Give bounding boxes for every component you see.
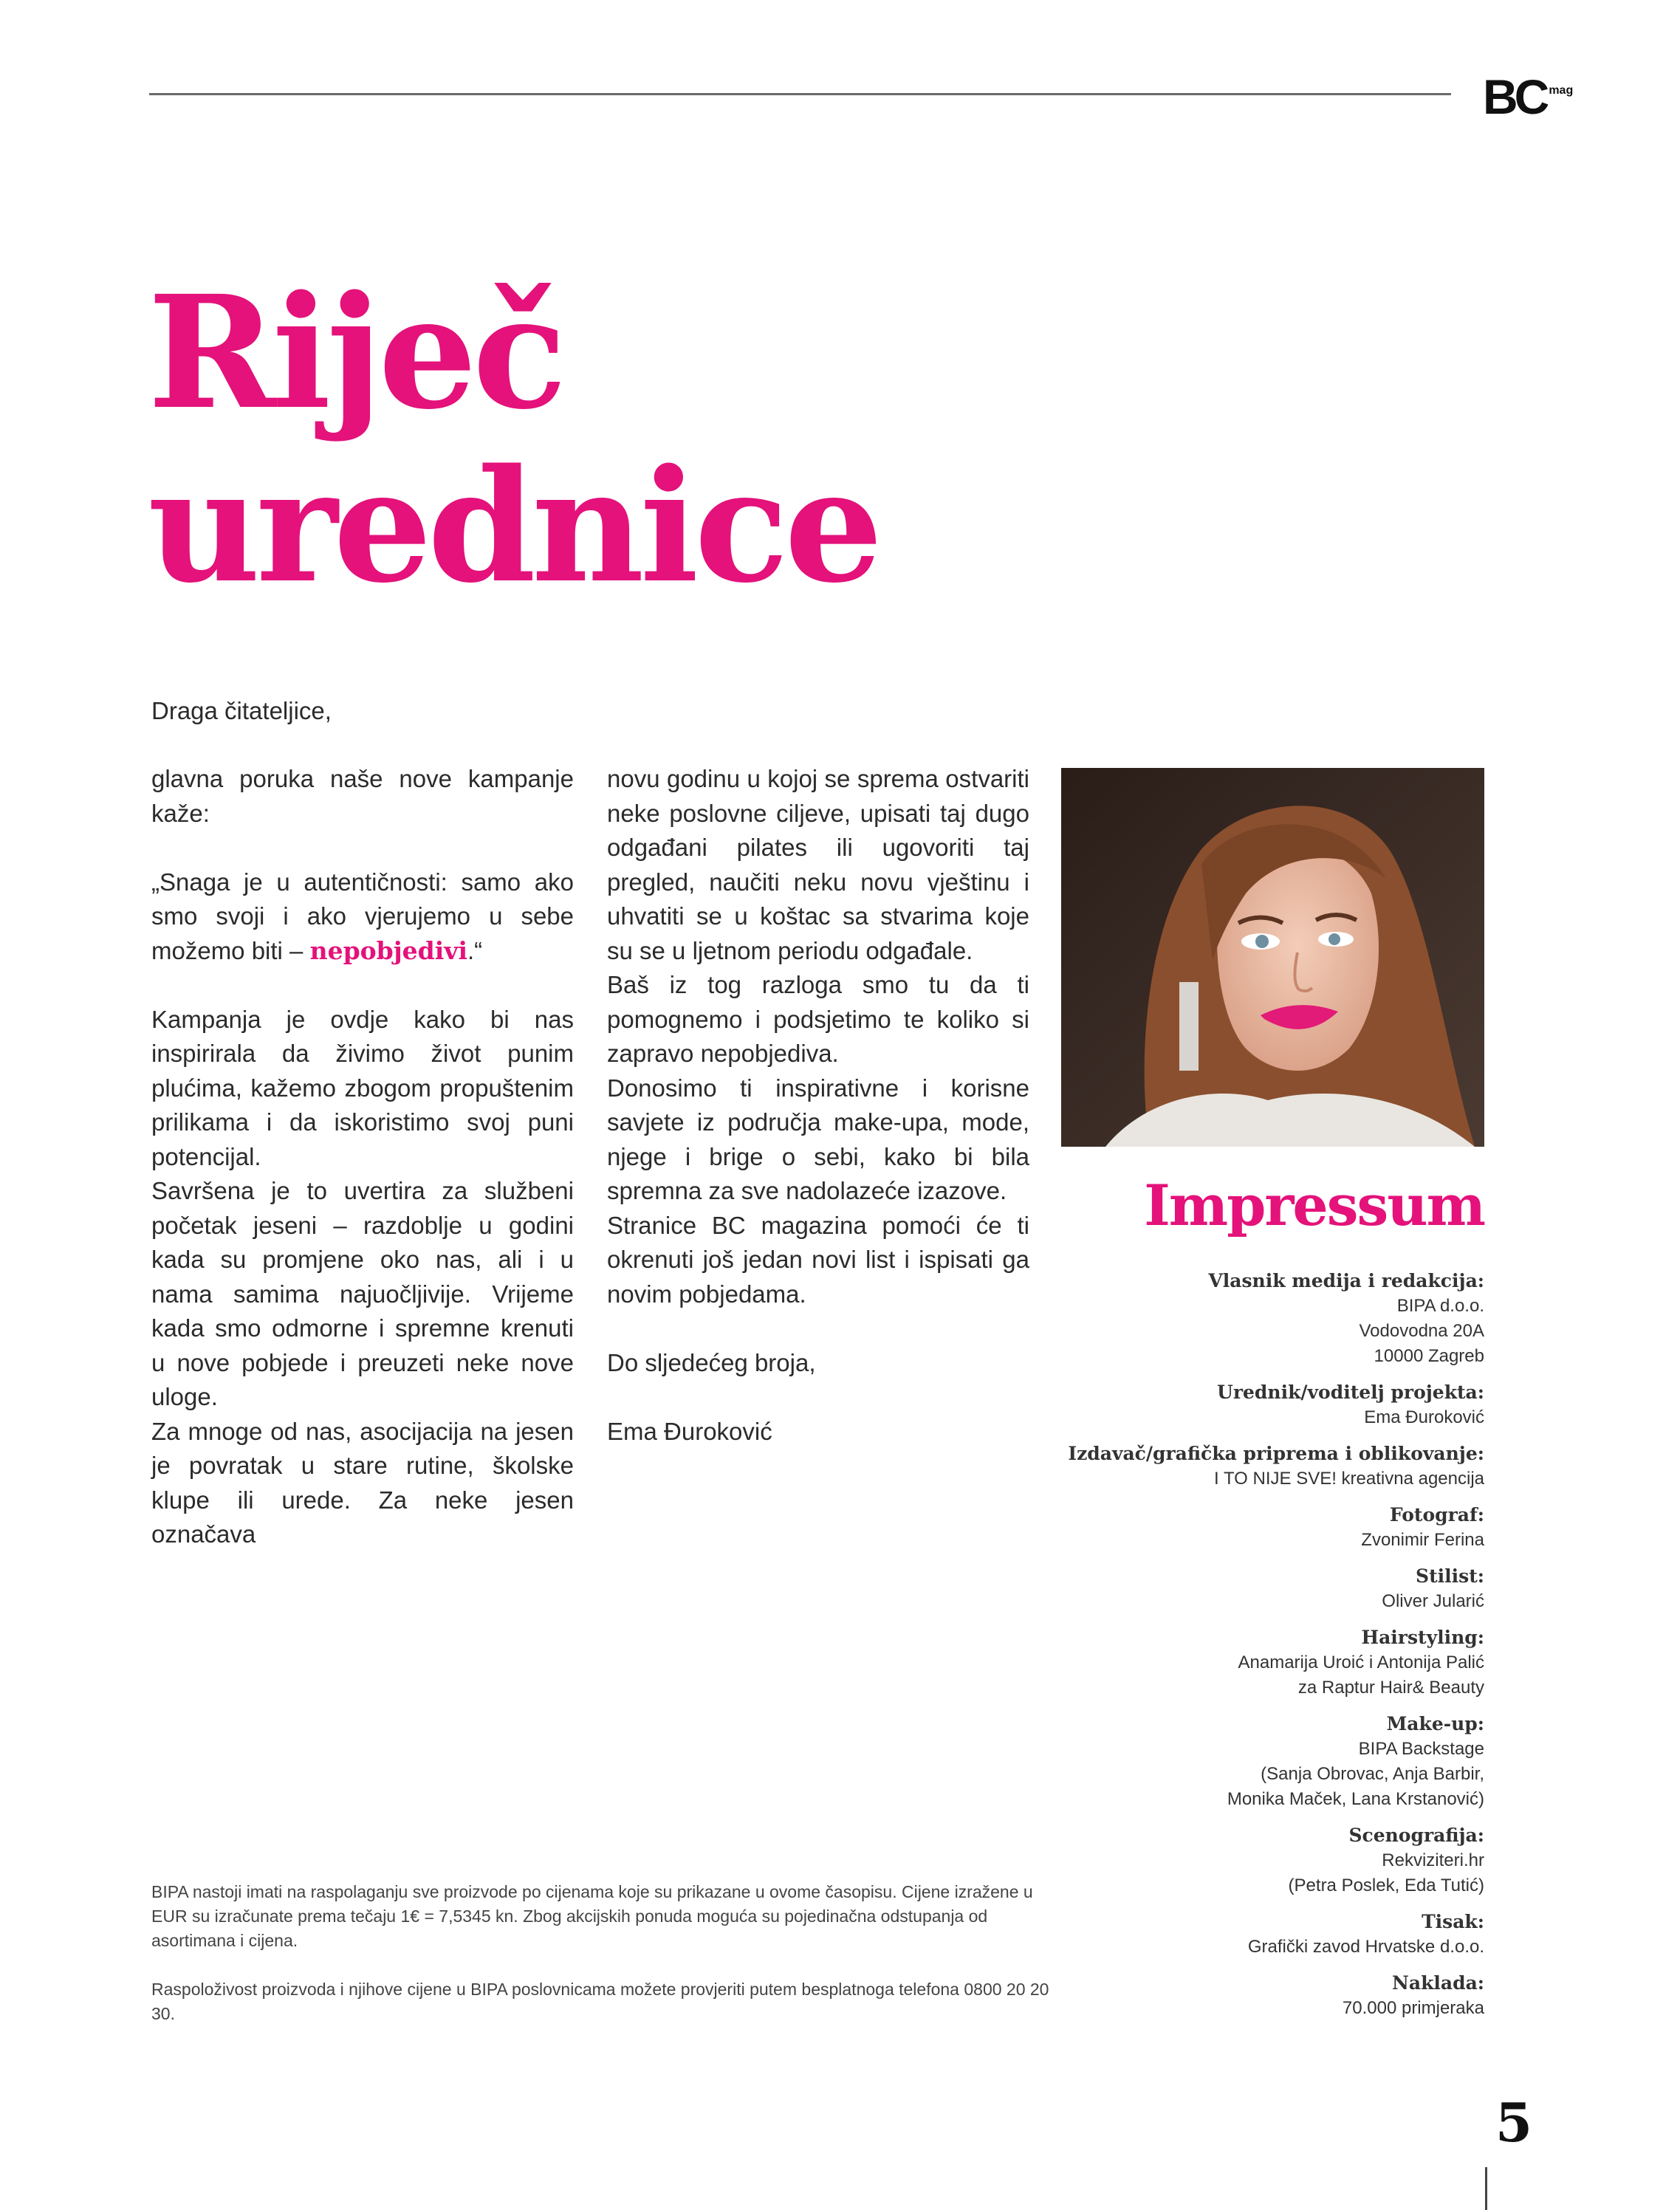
impressum-label: Tisak: [1422,1911,1484,1932]
editor-portrait-photo [1061,768,1484,1147]
impressum-value: 10000 Zagreb [1374,1346,1484,1366]
title-line-2: urednice [148,435,879,617]
impressum-value: Anamarija Uroić i Antonija Palić [1238,1653,1484,1672]
impressum-label: Fotograf: [1389,1504,1484,1526]
impressum-entry [1061,1712,1484,1812]
bc-mag-logo [1483,71,1573,123]
letter-paragraph-continued: novu godinu u kojoj se sprema ostvariti neke poslovne ciljeve, upisati taj dugo odgađani pilates ili ugovoriti taj pregled, naučiti neku novu vještinu i uhvatiti se u koštac sa stvarima koje su se u ljetnom periodu odgađale. [607,765,1029,964]
impressum-value: Grafički zavod Hrvatske d.o.o. [1247,1937,1484,1957]
letter-paragraph: Kampanja je ovdje kako bi nas inspirirala da živimo život punim plućima, kažemo zbogom propuštenim prilikama i da iskoristimo svoj puni potencijal. [151,1005,574,1170]
quote-highlight: nepobjedivi [309,936,467,965]
impressum-label: Izdavač/grafička priprema i oblikovanje: [1068,1443,1484,1464]
letter-closing: Do sljedećeg broja, [607,1348,816,1376]
impressum-title: Impressum [1144,1173,1484,1238]
impressum-label: Scenografija: [1348,1825,1484,1846]
impressum-entry [1061,1564,1484,1614]
impressum-value: Monika Maček, Lana Krstanović) [1227,1789,1484,1809]
impressum-label: Make-up: [1386,1713,1484,1734]
letter-quote [151,865,574,969]
letter-greeting: Draga čitateljice, [151,697,332,724]
impressum-entry [1061,1380,1484,1430]
impressum-list [1061,1269,1484,2032]
top-rule [149,93,1451,95]
impressum-value: Oliver Jularić [1382,1591,1484,1611]
logo-suffix: mag [1549,84,1574,97]
letter-paragraph-split: Za mnoge od nas, asocijacija na jesen je povratak u stare rutine, školske klupe ili urede. Za neke jesen označava [151,1417,574,1548]
logo-text: BC [1483,69,1546,124]
letter-column-left [151,762,574,1552]
impressum-value: Vodovodna 20A [1359,1321,1484,1341]
impressum-entry [1061,1909,1484,1960]
letter-paragraph: Stranice BC magazina pomoći će ti okrenuti još jedan novi list i ispisati ga novim pobjedama. [607,1211,1029,1308]
page-number-rule [1485,2167,1487,2210]
page-title [148,261,879,617]
title-line-1: Riječ [148,261,563,444]
impressum-value: Ema Đuroković [1364,1407,1484,1427]
letter-column-right [607,762,1029,1449]
impressum-entry [1061,1441,1484,1492]
impressum-entry [1061,1503,1484,1553]
impressum-label: Naklada: [1392,1972,1484,1994]
impressum-entry [1061,1971,1484,2021]
impressum-value: (Petra Poslek, Eda Tutić) [1288,1876,1484,1895]
impressum-value: I TO NIJE SVE! kreativna agencija [1214,1469,1484,1489]
letter-paragraph: Donosimo ti inspirativne i korisne savjete iz područja make-upa, mode, njege i brige o sebi, kako bi bila spremna za sve nadolazeće izazove. [607,1074,1029,1204]
disclaimer-paragraph: Raspoloživost proizvoda i njihove cijene u BIPA poslovnicama možete provjeriti putem besplatnoga telefona 0800 20 20 30. [151,1980,1049,2023]
letter-signature: Ema Đuroković [607,1417,772,1445]
letter-paragraph: Savršena je to uvertira za službeni početak jeseni – razdoblje u godini kada su promjene oko nas, ali i u nama samima najuočljivije. Vrijeme kada smo odmorne i spremne krenuti u nove pobjede i preuzeti neke nove uloge. [151,1177,574,1410]
impressum-entry [1061,1823,1484,1898]
price-disclaimer [151,1880,1052,2051]
impressum-entry [1061,1625,1484,1701]
impressum-value: za Raptur Hair& Beauty [1297,1678,1484,1698]
impressum-entry [1061,1269,1484,1369]
impressum-label: Hairstyling: [1361,1627,1484,1648]
impressum-label: Vlasnik medija i redakcija: [1208,1270,1484,1291]
letter-paragraph: Baš iz tog razloga smo tu da ti pomognemo i podsjetimo te koliko si zapravo nepobjediva. [607,971,1029,1067]
impressum-value: BIPA d.o.o. [1396,1296,1484,1316]
impressum-value: Zvonimir Ferina [1361,1530,1484,1550]
impressum-value: 70.000 primjeraka [1342,1998,1484,2018]
disclaimer-paragraph: BIPA nastoji imati na raspolaganju sve proizvode po cijenama koje su prikazane u ovome časopisu. Cijene izražene u EUR su izračunate prema tečaju 1€ = 7,5345 kn. Zbog akcijskih ponuda moguća su pojedinačna odstupanja od asortimana i cijena. [151,1882,1033,1950]
letter-paragraph: glavna poruka naše nove kampanje kaže: [151,765,574,827]
impressum-value: (Sanja Obrovac, Anja Barbir, [1261,1764,1484,1784]
impressum-label: Stilist: [1416,1565,1484,1587]
impressum-value: BIPA Backstage [1358,1739,1484,1759]
impressum-value: Rekviziteri.hr [1382,1850,1484,1870]
impressum-label: Urednik/voditelj projekta: [1217,1382,1484,1403]
quote-end: .“ [467,936,483,964]
page-number: 5 [1495,2091,1533,2154]
quote-text: „Snaga je u autentičnosti: samo ako smo svoji i ako vjerujemo u sebe možemo biti – [151,868,574,964]
